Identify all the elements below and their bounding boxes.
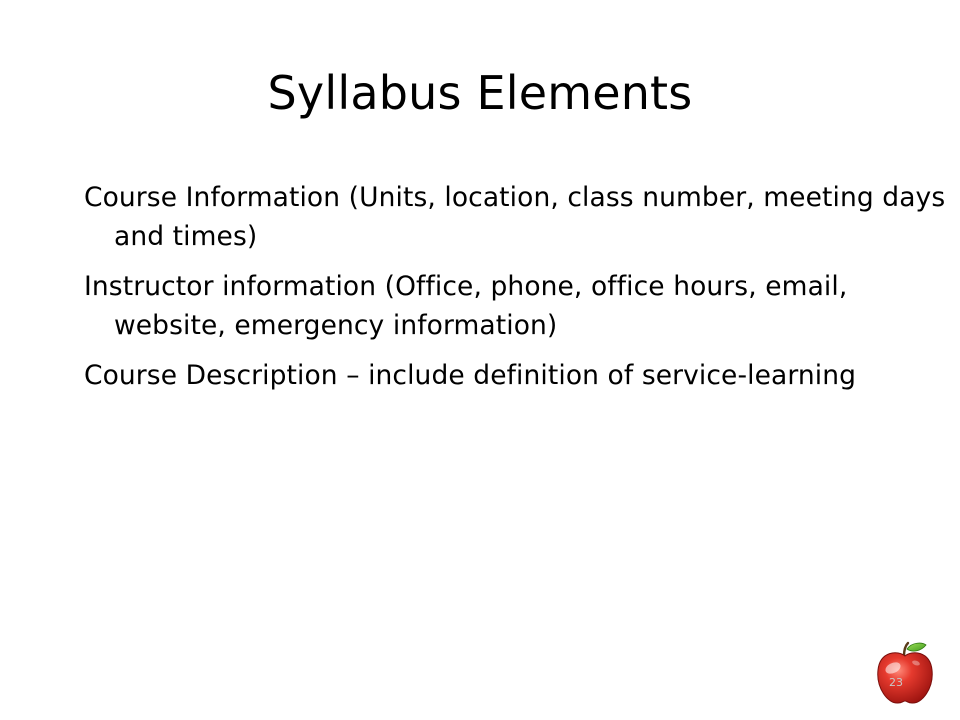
bullet-course-information: Course Information (Units, location, class number, meeting days and times) [84, 182, 946, 252]
apple-icon [874, 640, 936, 706]
bullet-list [84, 178, 954, 406]
slide-number: 23 [889, 676, 903, 689]
slide-title: Syllabus Elements [267, 66, 693, 120]
bullet-course-description: Course Description – include definition of service-learning [84, 360, 857, 391]
bullet-instructor-information: Instructor information (Office, phone, office hours, email, website, emergency information) [84, 271, 848, 341]
